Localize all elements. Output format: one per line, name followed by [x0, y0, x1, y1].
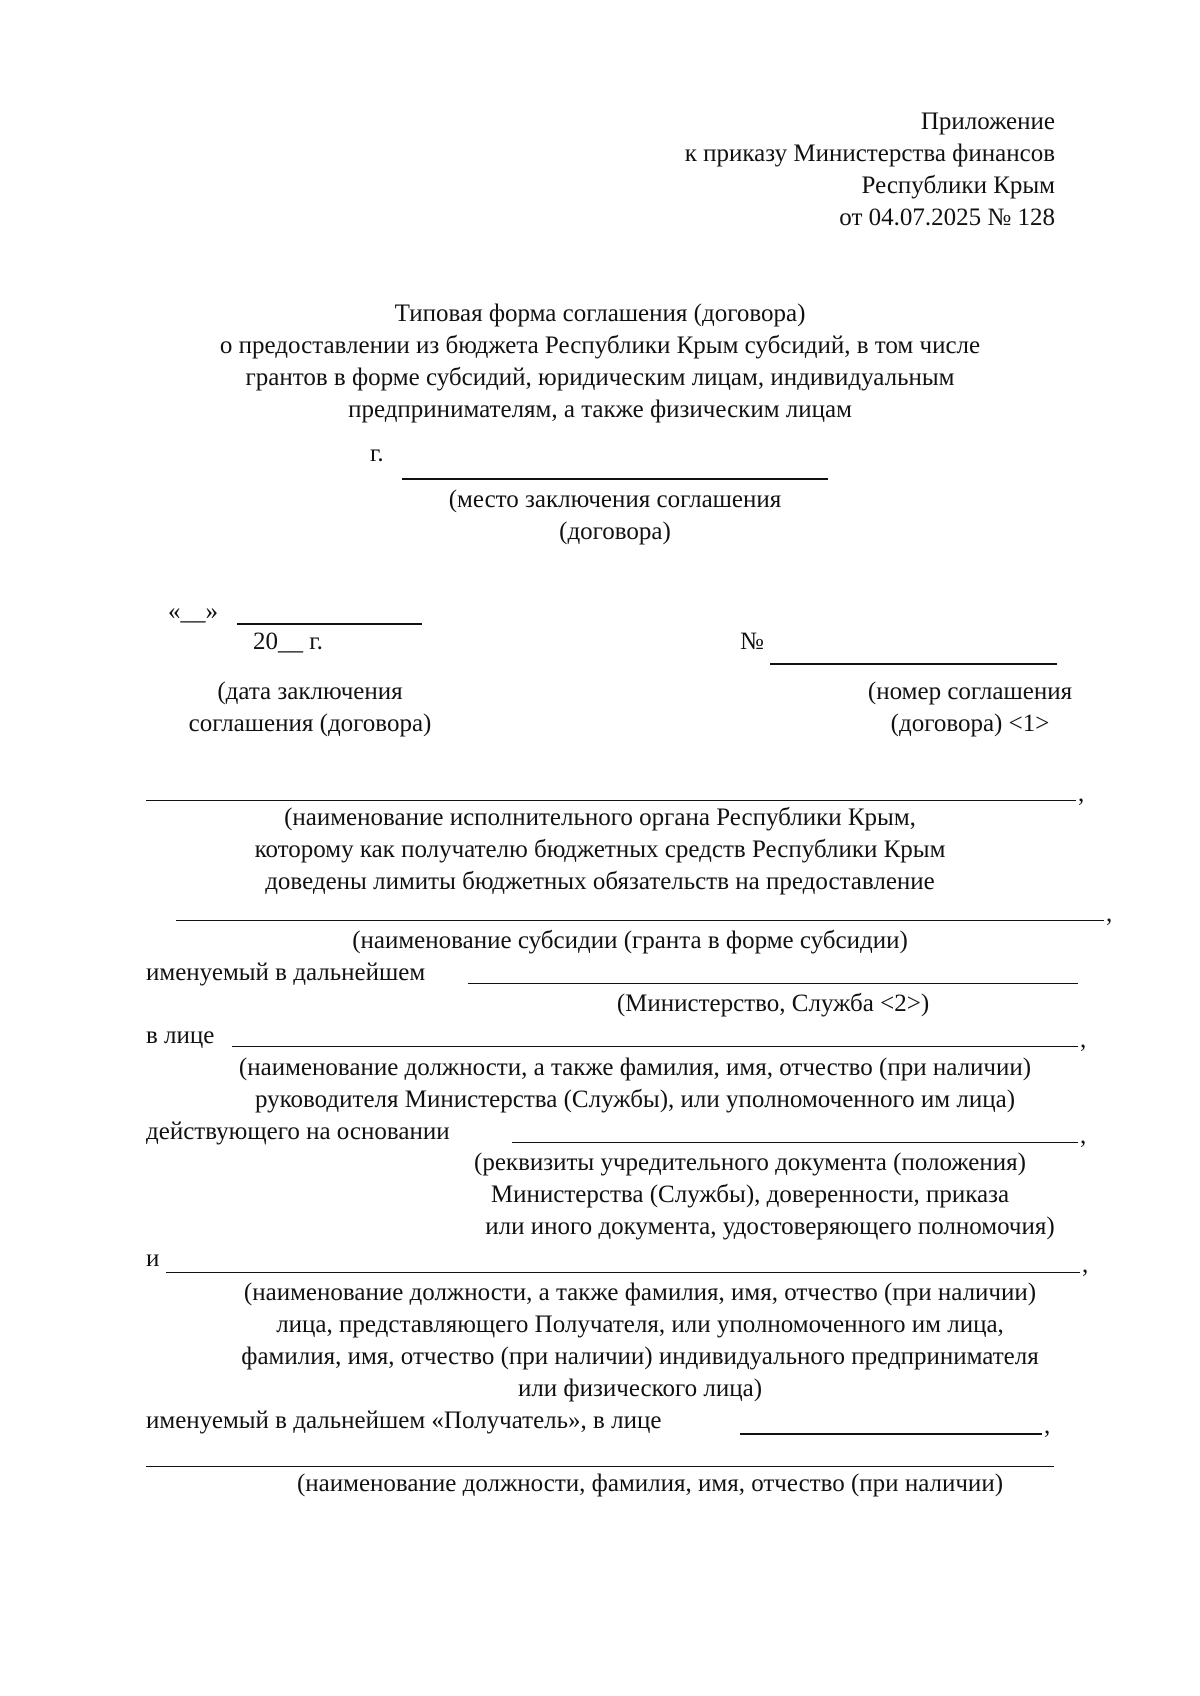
org-name-field[interactable]: [146, 800, 1076, 801]
head-caption-1: (наименование должности, а также фамилия, имя, отчество (при наличии): [238, 1054, 1032, 1081]
number-caption-1: (номер соглашения: [867, 678, 1073, 705]
number-field[interactable]: [770, 663, 1057, 665]
header-date-number: от 04.07.2025 № 128: [839, 204, 1055, 231]
date-caption-1: (дата заключения: [217, 678, 403, 705]
doc-title-line-3: грантов в форме субсидий, юридическим лицам, индивидуальным: [245, 364, 955, 391]
basis-caption-3: или иного документа, удостоверяющего полномочия): [485, 1213, 1055, 1240]
comma: ,: [1106, 900, 1113, 927]
place-field[interactable]: [402, 478, 828, 480]
comma: ,: [1044, 1412, 1051, 1439]
date-year: 20__ г.: [253, 628, 323, 655]
number-caption-2: (договора) <1>: [890, 710, 1050, 737]
head-caption-2: руководителя Министерства (Службы), или уполномоченного им лица): [254, 1086, 1016, 1113]
last-caption: (наименование должности, фамилия, имя, отчество (при наличии): [296, 1470, 1004, 1497]
basis-caption-1: (реквизиты учредительного документа (положения): [474, 1149, 1026, 1176]
org-caption-2: которому как получателю бюджетных средств Республики Крым: [254, 836, 946, 863]
head-field[interactable]: [232, 1046, 1078, 1047]
comma: ,: [1080, 1122, 1087, 1149]
rec-caption-2: лица, представляющего Получателя, или уполномоченного им лица,: [276, 1311, 1004, 1338]
basis-caption-2: Министерства (Службы), доверенности, приказа: [490, 1181, 1010, 1208]
date-month-field[interactable]: [237, 623, 422, 625]
comma: ,: [1080, 1026, 1087, 1053]
comma: ,: [1078, 780, 1085, 807]
basis-field[interactable]: [512, 1142, 1078, 1143]
place-caption-2: (договора): [559, 518, 671, 545]
doc-title-line-4: предпринимателям, а также физическим лицам: [348, 396, 852, 423]
comma: ,: [1082, 1251, 1089, 1278]
recipient-face-field[interactable]: [740, 1433, 1042, 1435]
rec-caption-4: или физического лица): [517, 1375, 763, 1402]
city-prefix: г.: [370, 440, 384, 467]
face-label: в лице: [146, 1022, 215, 1049]
basis-label: действующего на основании: [146, 1118, 450, 1145]
subsidy-name-field[interactable]: [176, 920, 1104, 921]
header-order: к приказу Министерства финансов: [684, 140, 1055, 167]
recipient-label: именуемый в дальнейшем «Получатель», в лице: [146, 1407, 662, 1434]
doc-title-line-2: о предоставлении из бюджета Республики Крым субсидий, в том числе: [219, 332, 981, 359]
date-day: «__»: [168, 598, 218, 625]
place-caption-1: (место заключения соглашения: [448, 486, 782, 513]
ministry-caption: (Министерство, Служба <2>): [616, 990, 930, 1017]
header-republic: Республики Крым: [861, 172, 1055, 199]
named-field[interactable]: [468, 983, 1078, 984]
rec-caption-1: (наименование должности, а также фамилия, имя, отчество (при наличии): [243, 1279, 1037, 1306]
header-appendix: Приложение: [920, 108, 1055, 135]
recipient-name-field[interactable]: [146, 1466, 1054, 1467]
date-caption-2: соглашения (договора): [188, 710, 432, 737]
number-sign: №: [740, 628, 764, 655]
and-label: и: [146, 1245, 160, 1272]
subsidy-caption: (наименование субсидии (гранта в форме субсидии): [352, 927, 908, 954]
doc-title-line-1: Типовая форма соглашения (договора): [394, 300, 806, 327]
org-caption-3: доведены лимиты бюджетных обязательств на предоставление: [265, 868, 935, 895]
rec-caption-3: фамилия, имя, отчество (при наличии) индивидуального предпринимателя: [241, 1343, 1039, 1370]
named-label: именуемый в дальнейшем: [146, 959, 426, 986]
recipient-rep-field[interactable]: [166, 1272, 1080, 1273]
org-caption-1: (наименование исполнительного органа Республики Крым,: [284, 804, 916, 831]
